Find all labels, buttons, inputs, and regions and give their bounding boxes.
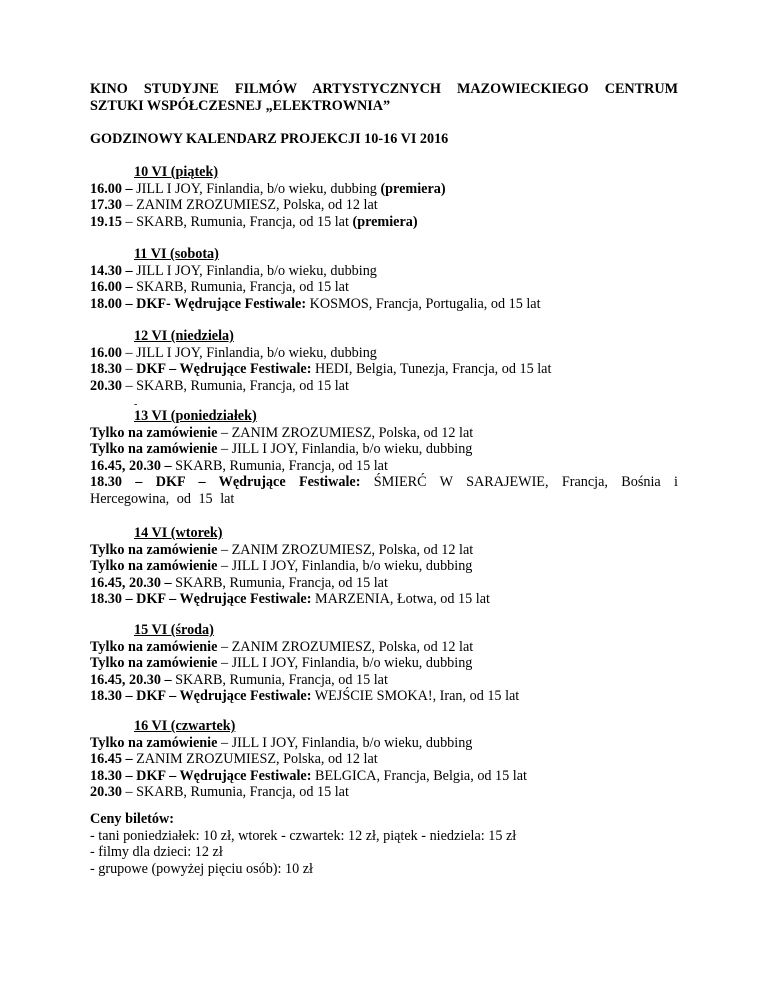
film-info: ŚMIERĆ W SARAJEWIE, Francja, Bośnia i Hercegowina, od 15 lat	[90, 474, 678, 507]
film-info: SKARB, Rumunia, Francja, od 15 lat	[136, 784, 349, 801]
day-block-16	[90, 718, 678, 801]
film-info: JILL I JOY, Finlandia, b/o wieku, dubbing	[231, 655, 473, 672]
screening-entry	[90, 425, 678, 442]
separator: –	[121, 361, 137, 378]
day-title: 13 VI (poniedziałek)	[134, 408, 257, 424]
separator: –	[121, 344, 137, 361]
film-info: ZANIM ZROZUMIESZ, Polska, od 12 lat	[231, 541, 474, 558]
screening-time: 16.45, 20.30 –	[90, 574, 172, 591]
screening-time: 16.45, 20.30 –	[90, 457, 172, 474]
screening-time: Tylko na zamówienie	[90, 558, 218, 575]
screening-time: 20.30	[90, 784, 122, 801]
film-info: JILL I JOY, Finlandia, b/o wieku, dubbing	[136, 262, 377, 279]
separator: –	[121, 377, 137, 394]
screening-entry	[90, 751, 678, 768]
screening-entry	[90, 197, 678, 214]
separator: –	[217, 638, 232, 655]
screening-time: 16.00	[90, 344, 122, 361]
price-line: - tani poniedziałek: 10 zł, wtorek - czwartek: 12 zł, piątek - niedziela: 15 zł	[90, 827, 517, 844]
screening-entry	[90, 378, 678, 395]
screening-entry	[90, 279, 678, 296]
screening-time: 14.30 –	[90, 262, 133, 279]
prices-title: Ceny biletów:	[90, 811, 174, 827]
screening-time: 16.45 –	[90, 751, 133, 768]
film-info: WEJŚCIE SMOKA!, Iran, od 15 lat	[314, 688, 520, 705]
film-info: KOSMOS, Francja, Portugalia, od 15 lat	[309, 295, 541, 312]
day-block-15	[90, 622, 678, 705]
separator: –	[217, 541, 232, 558]
film-info: JILL I JOY, Finlandia, b/o wieku, dubbing	[136, 180, 381, 197]
screening-entry	[90, 263, 678, 280]
screening-entry	[90, 214, 678, 231]
separator: –	[121, 197, 137, 214]
screening-time: 18.00 – DKF- Wędrujące Festiwale:	[90, 295, 307, 312]
day-block-12	[90, 328, 678, 394]
screening-time: Tylko na zamówienie	[90, 424, 218, 441]
separator: –	[121, 784, 137, 801]
film-info: SKARB, Rumunia, Francja, od 15 lat	[175, 457, 388, 474]
screening-entry	[90, 768, 678, 785]
screening-time: 18.30 – DKF – Wędrujące Festiwale:	[90, 591, 312, 608]
day-title: 10 VI (piątek)	[134, 164, 219, 180]
cinema-title	[90, 81, 678, 114]
screening-entry	[90, 639, 678, 656]
screening-time: Tylko na zamówienie	[90, 655, 218, 672]
screening-time: 16.00 –	[90, 279, 133, 296]
screening-time: Tylko na zamówienie	[90, 638, 218, 655]
screening-time: Tylko na zamówienie	[90, 734, 218, 751]
screening-entry	[90, 441, 678, 458]
screening-entry	[90, 181, 678, 198]
screening-time: 18.30 – DKF – Wędrujące Festiwale:	[90, 474, 361, 491]
screening-time: 18.30	[90, 361, 122, 378]
film-info: ZANIM ZROZUMIESZ, Polska, od 12 lat	[231, 638, 474, 655]
ticket-prices	[90, 811, 516, 877]
film-info: ZANIM ZROZUMIESZ, Polska, od 12 lat	[136, 751, 378, 768]
festival-label: DKF – Wędrujące Festiwale:	[136, 361, 312, 378]
film-info: HEDI, Belgia, Tunezja, Francja, od 15 lat	[311, 361, 552, 378]
cinema-title-line1: KINO STUDYJNE FILMÓW ARTYSTYCZNYCH MAZOWIECKIEGO CENTRUM	[90, 81, 678, 97]
film-info: MARZENIA, Łotwa, od 15 lat	[314, 591, 490, 608]
screening-entry	[90, 672, 678, 689]
cinema-title-line2: SZTUKI WSPÓŁCZESNEJ „ELEKTROWNIA”	[90, 97, 391, 114]
day-title: 15 VI (środa)	[134, 622, 214, 638]
film-info: JILL I JOY, Finlandia, b/o wieku, dubbing	[231, 734, 473, 751]
screening-entry	[90, 542, 678, 559]
day-block-10	[90, 164, 678, 230]
price-line: - filmy dla dzieci: 12 zł	[90, 844, 223, 861]
separator: –	[217, 734, 232, 751]
separator	[360, 474, 373, 490]
screening-time: 19.15	[90, 213, 122, 230]
day-title: 14 VI (wtorek)	[134, 525, 223, 541]
film-info: JILL I JOY, Finlandia, b/o wieku, dubbing	[231, 558, 473, 575]
screening-entry	[90, 361, 678, 378]
screening-time: 20.30	[90, 377, 122, 394]
separator: –	[217, 655, 232, 672]
day-title: 16 VI (czwartek)	[134, 718, 236, 734]
screening-entry	[90, 735, 678, 752]
screening-entry	[90, 688, 678, 705]
film-info: ZANIM ZROZUMIESZ, Polska, od 12 lat	[136, 197, 378, 214]
screening-time: 17.30	[90, 197, 122, 214]
screening-entry	[90, 655, 678, 672]
day-block-11	[90, 246, 678, 312]
film-info: SKARB, Rumunia, Francja, od 15 lat	[175, 671, 388, 688]
screening-time: 18.30 – DKF – Wędrujące Festiwale:	[90, 767, 312, 784]
film-info: JILL I JOY, Finlandia, b/o wieku, dubbing	[231, 441, 473, 458]
screening-time: Tylko na zamówienie	[90, 541, 218, 558]
day-block-14	[90, 525, 678, 608]
screening-time: 16.00 –	[90, 180, 133, 197]
screening-entry	[90, 575, 678, 592]
film-info: JILL I JOY, Finlandia, b/o wieku, dubbing	[136, 344, 377, 361]
screening-time: 16.45, 20.30 –	[90, 671, 172, 688]
premiere-note: (premiera)	[352, 213, 418, 230]
separator: –	[217, 424, 232, 441]
film-info: SKARB, Rumunia, Francja, od 15 lat	[136, 213, 353, 230]
film-info: SKARB, Rumunia, Francja, od 15 lat	[136, 279, 349, 296]
screening-entry	[90, 591, 678, 608]
film-info: SKARB, Rumunia, Francja, od 15 lat	[136, 377, 349, 394]
day-block-13	[90, 402, 678, 508]
premiere-note: (premiera)	[380, 180, 446, 197]
screening-entry	[90, 558, 678, 575]
screening-entry	[90, 784, 678, 801]
separator: –	[217, 558, 232, 575]
stray-mark: -	[134, 402, 138, 408]
schedule-title: GODZINOWY KALENDARZ PROJEKCJI 10-16 VI 2016	[90, 131, 449, 147]
screening-time: 18.30 – DKF – Wędrujące Festiwale:	[90, 688, 312, 705]
screening-entry	[90, 296, 678, 313]
separator: –	[121, 213, 137, 230]
film-info: SKARB, Rumunia, Francja, od 15 lat	[175, 574, 388, 591]
price-line: - grupowe (powyżej pięciu osób): 10 zł	[90, 860, 313, 877]
screening-entry	[90, 458, 678, 475]
day-title: 12 VI (niedziela)	[134, 328, 234, 344]
screening-entry	[90, 474, 678, 507]
day-title: 11 VI (sobota)	[134, 246, 219, 262]
screening-entry	[90, 345, 678, 362]
film-info: ZANIM ZROZUMIESZ, Polska, od 12 lat	[231, 424, 474, 441]
film-info: BELGICA, Francja, Belgia, od 15 lat	[314, 767, 527, 784]
separator: –	[217, 441, 232, 458]
screening-time: Tylko na zamówienie	[90, 441, 218, 458]
